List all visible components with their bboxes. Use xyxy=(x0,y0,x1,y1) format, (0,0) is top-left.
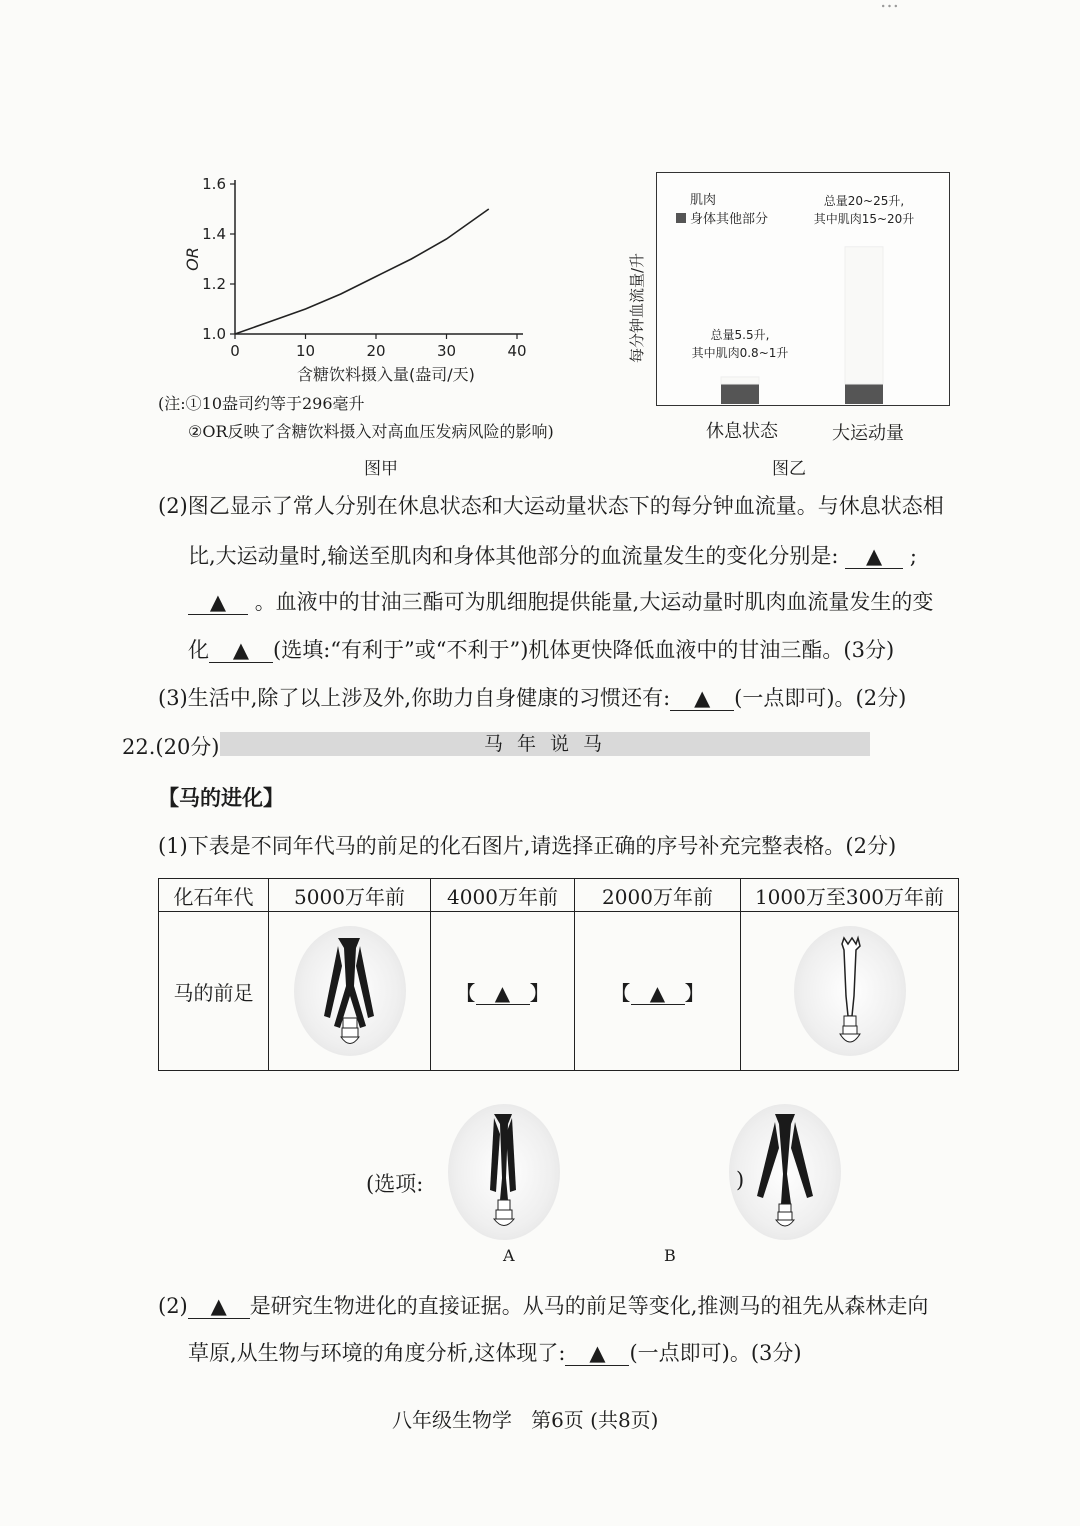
q3-text: (3)生活中,除了以上涉及外,你助力自身健康的习惯还有: xyxy=(158,686,671,710)
chart-yi-category-rest: 休息状态 xyxy=(706,421,778,442)
bracket-open: 【 xyxy=(455,980,476,1005)
answer-blank[interactable] xyxy=(565,1342,629,1366)
bracket-close: 】 xyxy=(684,980,705,1005)
caption-jia: 图甲 xyxy=(364,459,398,479)
answer-blank[interactable] xyxy=(188,591,248,615)
fossil-forefoot-image xyxy=(294,926,406,1056)
answer-slot-40m[interactable] xyxy=(456,981,550,1005)
answer-blank[interactable] xyxy=(209,639,273,663)
table-row xyxy=(159,912,959,1071)
forefoot-option-b-icon xyxy=(729,1104,841,1240)
y-axis-label: 每分钟血流量/升 xyxy=(628,252,646,364)
q22-q2-number: (2) xyxy=(158,1294,188,1318)
x-tick-label: 40 xyxy=(507,342,527,360)
blank-mark: ▲ xyxy=(210,1294,227,1318)
table-header-row xyxy=(159,879,959,912)
note-2: ②OR反映了含糖饮料摄入对高血压发病风险的影响) xyxy=(188,422,554,441)
q2-line2-end: ; xyxy=(909,544,917,568)
option-b-image[interactable] xyxy=(729,1104,841,1240)
q2-line4 xyxy=(188,634,894,664)
bracket-open: 【 xyxy=(610,980,631,1005)
y-axis-label: OR xyxy=(183,247,202,271)
blank-mark: ▲ xyxy=(649,980,666,1005)
chart-yi xyxy=(620,168,960,408)
blank-mark: ▲ xyxy=(589,1341,606,1365)
legend-other: 身体其他部分 xyxy=(690,212,769,227)
legend-swatch-other xyxy=(676,213,686,223)
q22-q2-tail: (一点即可)。(3分) xyxy=(629,1341,802,1365)
x-tick-label: 20 xyxy=(366,342,386,360)
y-tick-label: 1.6 xyxy=(202,175,226,193)
x-tick-label: 0 xyxy=(230,342,240,360)
q22-q2-text: 是研究生物进化的直接证据。从马的前足等变化,推测马的祖先从森林走向 xyxy=(249,1294,929,1318)
x-axis-label: 含糖饮料摄入量(盎司/天) xyxy=(297,365,475,384)
answer-blank[interactable] xyxy=(188,1295,250,1319)
x-tick-label: 30 xyxy=(436,342,457,360)
y-tick-label: 1.0 xyxy=(202,325,226,343)
forefoot-option-a-icon xyxy=(448,1104,560,1240)
caption-yi: 图乙 xyxy=(772,459,806,479)
forefoot-three-toe-icon xyxy=(294,926,406,1056)
blank-mark: ▲ xyxy=(494,980,511,1005)
fossil-cell-20m xyxy=(575,912,741,1071)
q22-q2-text2: 草原,从生物与环境的角度分析,这体现了: xyxy=(188,1341,566,1365)
option-a-image[interactable] xyxy=(448,1104,560,1240)
fossil-table xyxy=(158,878,959,1071)
table-header-cell: 化石年代 xyxy=(159,879,269,912)
page-corner-mark: … xyxy=(880,0,899,12)
blank-mark: ▲ xyxy=(694,686,711,710)
q2-line1: (2)图乙显示了常人分别在休息状态和大运动量状态下的每分钟血流量。与休息状态相 xyxy=(158,494,944,518)
bar-annotation: 其中肌肉0.8~1升 xyxy=(691,345,789,360)
q2-line4-text: (选填:“有利于”或“不利于”)机体更快降低血液中的甘油三酯。(3分) xyxy=(273,638,895,662)
series-line xyxy=(235,209,489,334)
bracket-close: 】 xyxy=(529,980,550,1005)
bar-annotation: 总量20~25升, xyxy=(823,193,905,208)
q22-q1: (1)下表是不同年代马的前足的化石图片,请选择正确的序号补充完整表格。(2分) xyxy=(158,834,897,858)
answer-slot-20m[interactable] xyxy=(611,981,705,1005)
answer-blank[interactable] xyxy=(631,982,685,1005)
bar-muscle xyxy=(721,377,759,384)
fossil-cell-10m-3m xyxy=(741,912,959,1071)
answer-blank[interactable] xyxy=(670,687,734,711)
page-footer: 八年级生物学 第6页 (共8页) xyxy=(392,1408,659,1432)
note-1: (注:①10盎司约等于296毫升 xyxy=(158,394,365,413)
x-tick-label: 10 xyxy=(295,342,316,360)
bar-other xyxy=(721,384,759,404)
q22-q2-line2 xyxy=(188,1337,802,1367)
q22-q2-line1 xyxy=(158,1290,928,1320)
legend-muscle: 肌肉 xyxy=(690,193,717,208)
option-a-label: A xyxy=(503,1246,515,1265)
q2-line3 xyxy=(188,586,933,616)
table-header-cell: 2000万年前 xyxy=(575,879,741,912)
fossil-cell-40m xyxy=(431,912,575,1071)
q3-tail: (一点即可)。(2分) xyxy=(734,686,907,710)
option-b-label: B xyxy=(664,1246,676,1265)
y-tick-label: 1.2 xyxy=(202,275,226,293)
options-close: ) xyxy=(736,1168,745,1192)
blank-mark: ▲ xyxy=(209,590,227,614)
answer-blank[interactable] xyxy=(845,545,903,569)
q22-number: 22.(20分) xyxy=(122,735,220,759)
q3-line xyxy=(158,682,906,712)
fossil-cell-50m xyxy=(269,912,431,1071)
q2-line3-text: 。血液中的甘油三酯可为肌细胞提供能量,大运动量时肌肉血流量发生的变 xyxy=(254,590,934,614)
q22-title-bar xyxy=(220,732,870,756)
fossil-forefoot-image xyxy=(794,926,906,1056)
blank-mark: ▲ xyxy=(232,638,250,662)
table-header-cell: 4000万年前 xyxy=(431,879,575,912)
forefoot-single-toe-icon xyxy=(794,926,906,1056)
bar-other xyxy=(845,384,883,404)
q2-line2 xyxy=(188,540,917,570)
table-header-cell: 5000万年前 xyxy=(269,879,431,912)
q2-line2-text: 比,大运动量时,输送至肌肉和身体其他部分的血流量发生的变化分别是: xyxy=(188,544,839,568)
table-header-cell: 1000万至300万年前 xyxy=(741,879,959,912)
bar-annotation: 总量5.5升, xyxy=(710,327,770,342)
q22-subsection: 【马的进化】 xyxy=(158,785,284,810)
answer-blank[interactable] xyxy=(476,982,530,1005)
options-label: (选项: xyxy=(366,1172,424,1196)
row-label: 马的前足 xyxy=(159,912,269,1071)
bar-annotation: 其中肌肉15~20升 xyxy=(813,211,915,226)
chart-jia xyxy=(180,168,540,398)
blank-mark: ▲ xyxy=(866,544,883,568)
chart-yi-category-exercise: 大运动量 xyxy=(832,423,904,444)
q22-title: 马 年 说 马 xyxy=(483,733,607,755)
y-tick-label: 1.4 xyxy=(202,225,226,243)
q2-line4-start: 化 xyxy=(188,638,209,662)
bar-muscle xyxy=(845,247,883,384)
